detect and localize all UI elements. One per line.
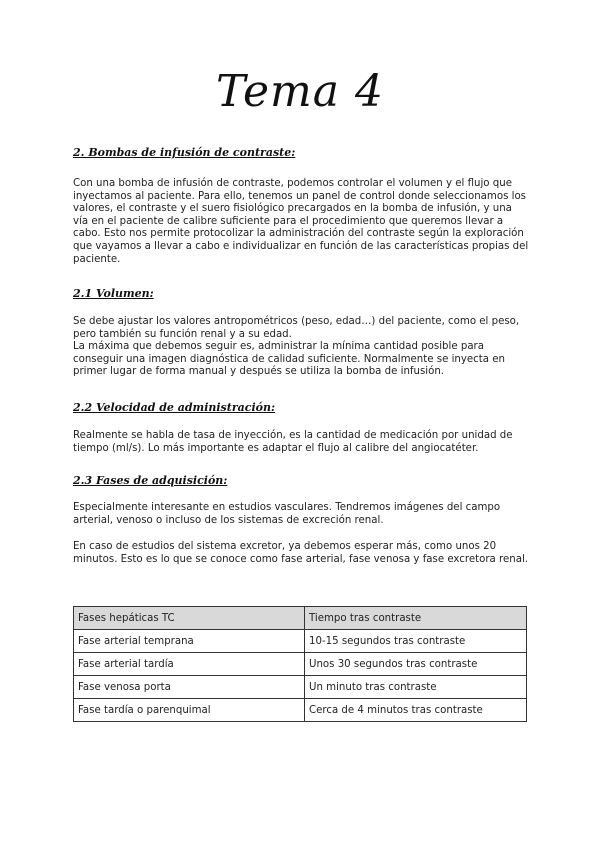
section-heading-fases: 2.3 Fases de adquisición: xyxy=(73,474,228,487)
section-paragraph: En caso de estudios del sistema excretor, ya debemos esperar más, como unos 20 minutos. Esto es lo que se conoce como fase arterial, fase venosa y fase excretora renal. xyxy=(73,541,529,565)
table-header-row xyxy=(74,607,527,630)
table-cell: Un minuto tras contraste xyxy=(305,676,527,699)
table-cell: Fase tardía o parenquimal xyxy=(74,699,305,722)
table-row xyxy=(74,653,527,676)
phases-table xyxy=(73,606,527,722)
section-paragraph: La máxima que debemos seguir es, administrar la mínima cantidad posible para conseguir una imagen diagnóstica de calidad suficiente. Normalmente se inyecta en primer lugar de forma manual y después se utiliza la bomba de infusión. xyxy=(73,341,505,378)
section-heading-velocidad: 2.2 Velocidad de administración: xyxy=(73,401,276,414)
section-paragraph: Especialmente interesante en estudios vasculares. Tendremos imágenes del campo arterial, venoso o incluso de los sistemas de excreción renal. xyxy=(73,502,501,526)
table-cell: 10-15 segundos tras contraste xyxy=(305,630,527,653)
table-header-cell: Tiempo tras contraste xyxy=(305,607,527,630)
table-row xyxy=(74,699,527,722)
table-cell: Fase venosa porta xyxy=(74,676,305,699)
table-cell: Fase arterial temprana xyxy=(74,630,305,653)
table-cell: Unos 30 segundos tras contraste xyxy=(305,653,527,676)
page-title: Tema 4 xyxy=(216,66,384,117)
table-cell: Fase arterial tardía xyxy=(74,653,305,676)
section-heading-bombas: 2. Bombas de infusión de contraste: xyxy=(73,146,296,159)
section-paragraph: Con una bomba de infusión de contraste, podemos controlar el volumen y el flujo que inyectamos al paciente. Para ello, tenemos un panel de control donde seleccionamos los valores, el contraste y el suero fisiológico precargados en la bomba de infusión, y una vía en el paciente de calibre suficiente para el procedimiento que queremos llevar a cabo. Esto nos permite protocolizar la administración del contraste según la exploración que vayamos a llevar a cabo e individualizar en función de las características propias del paciente. xyxy=(73,178,529,265)
table-header-cell: Fases hepáticas TC xyxy=(74,607,305,630)
section-paragraph: Realmente se habla de tasa de inyección, es la cantidad de medicación por unidad de tiempo (ml/s). Lo más importante es adaptar el flujo al calibre del angiocatéter. xyxy=(73,430,513,454)
table-row xyxy=(74,630,527,653)
section-paragraph: Se debe ajustar los valores antropométricos (peso, edad…) del paciente, como el peso, pero también su función renal y a su edad. xyxy=(73,316,520,340)
table-cell: Cerca de 4 minutos tras contraste xyxy=(305,699,527,722)
section-heading-volumen: 2.1 Volumen: xyxy=(73,287,154,300)
table-row xyxy=(74,676,527,699)
